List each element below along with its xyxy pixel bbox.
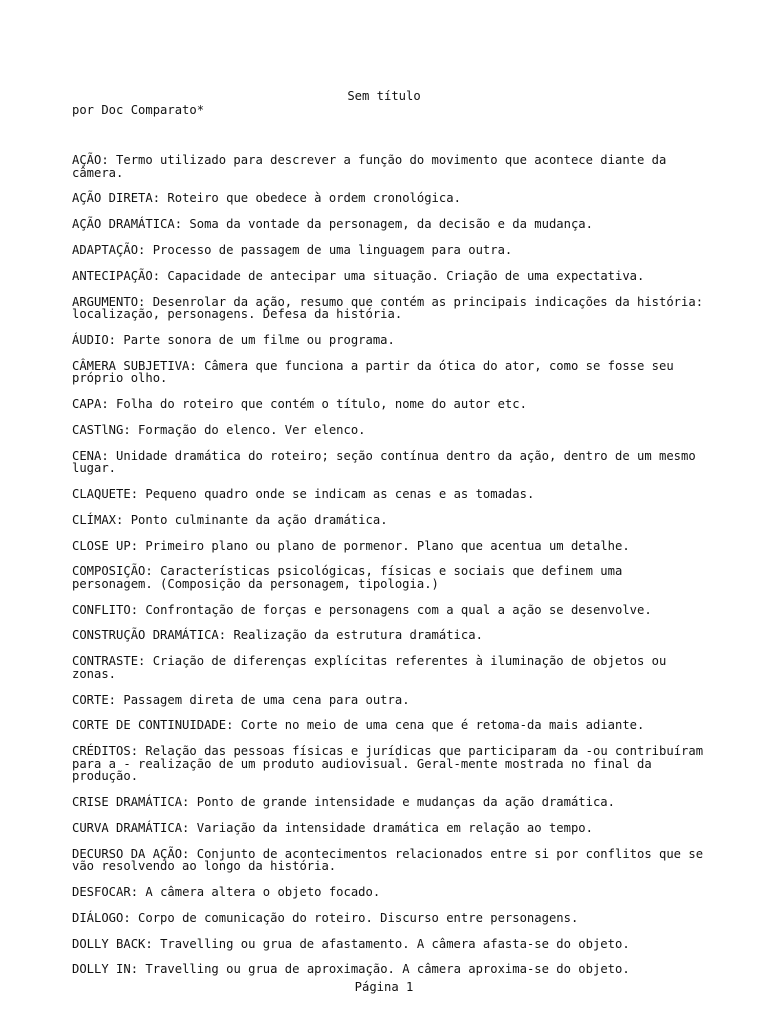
entry-term: CLÍMAX: (72, 512, 124, 527)
glossary-entry (72, 745, 708, 783)
entry-term: CLOSE UP: (72, 538, 139, 553)
glossary-entry (72, 886, 708, 899)
entry-term: CONSTRUÇÃO DRAMÁTICA: (72, 628, 227, 643)
entry-term: CORTE: (72, 692, 117, 707)
entry-definition: Ponto culminante da ação dramática. (130, 512, 388, 527)
glossary-entry (72, 192, 708, 205)
entry-term: CLAQUETE: (72, 486, 139, 501)
entry-term: CURVA DRAMÁTICA: (72, 820, 190, 835)
entry-definition: Unidade dramática do roteiro; seção contínua dentro da ação, dentro de um mesmo lugar. (72, 448, 696, 476)
entry-term: AÇÃO: (72, 153, 109, 167)
entry-definition: Processo de passagem de uma linguagem para outra. (152, 242, 513, 257)
entry-definition: Corte no meio de uma cena que é retoma-da mais adiante. (240, 718, 645, 733)
page-number: Página 1 (354, 980, 414, 994)
glossary-entry (72, 450, 708, 475)
entry-definition: Soma da vontade da personagem, da decisão e da mudança. (189, 217, 593, 232)
document-title: Sem título (347, 89, 421, 103)
document-author: por Doc Comparato* (72, 103, 205, 117)
entry-term: DOLLY IN: (72, 962, 139, 977)
entry-term: DESFOCAR: (72, 885, 139, 900)
entry-term: ANTECIPAÇÃO: (72, 268, 161, 283)
entry-definition: Folha do roteiro que contém o título, nome do autor etc. (116, 397, 527, 412)
entry-term: ÁUDIO: (72, 332, 117, 347)
entry-term: AÇÃO DRAMÁTICA: (72, 217, 183, 232)
glossary-entry (72, 848, 708, 873)
entry-term: CÂMERA SUBJETIVA: (72, 358, 197, 373)
entry-term: COMPOSIÇÃO: (72, 564, 153, 579)
entry-definition: Conjunto de acontecimentos relacionados entre si por conflitos que se vão resolvendo ao longo da história. (72, 846, 704, 874)
entry-term: ADAPTAÇÃO: (72, 242, 146, 257)
entry-definition: Confrontação de forças e personagens com a qual a ação se desenvolve. (145, 602, 652, 617)
entry-definition: Passagem direta de uma cena para outra. (123, 692, 410, 707)
glossary-entry (72, 604, 708, 617)
entry-definition: Travelling ou grua de afastamento. A câmera afasta-se do objeto. (160, 936, 630, 951)
glossary-entry (72, 398, 708, 411)
entry-definition: Realização da estrutura dramática. (233, 628, 483, 643)
entry-definition: Parte sonora de um filme ou programa. (123, 332, 395, 347)
entry-definition: Corpo de comunicação do roteiro. Discurso entre personagens. (138, 910, 579, 925)
glossary-entry (72, 360, 708, 385)
glossary-entry (72, 244, 708, 257)
glossary-entry (72, 719, 708, 732)
glossary-entry (72, 270, 708, 283)
entry-term: CRISE DRAMÁTICA: (72, 795, 190, 810)
glossary-list (72, 154, 708, 989)
entry-definition: Formação do elenco. Ver elenco. (138, 422, 366, 437)
entry-term: CENA: (72, 448, 109, 463)
glossary-entry (72, 963, 708, 976)
entry-definition: Características psicológicas, físicas e sociais que definem uma personagem. (Composição da personagem, tipologia.) (72, 564, 623, 591)
entry-definition: A câmera altera o objeto focado. (145, 885, 381, 900)
glossary-entry (72, 296, 708, 321)
glossary-entry (72, 694, 708, 707)
entry-definition: Termo utilizado para descrever a função do movimento que acontece diante da câmera. (72, 153, 667, 180)
entry-definition: Relação das pessoas físicas e jurídicas que participaram da -ou contribuíram para a - realização de um produto audiovisual. Geral-mente mostrada no final da produção. (72, 744, 704, 784)
glossary-entry (72, 629, 708, 642)
glossary-entry (72, 154, 708, 179)
glossary-entry (72, 938, 708, 951)
entry-definition: Ponto de grande intensidade e mudanças da ação dramática. (196, 795, 615, 810)
entry-definition: Variação da intensidade dramática em relação ao tempo. (196, 820, 593, 835)
glossary-entry (72, 912, 708, 925)
glossary-entry (72, 488, 708, 501)
entry-definition: Câmera que funciona a partir da ótica do ator, como se fosse seu próprio olho. (72, 358, 674, 386)
entry-definition: Desenrolar da ação, resumo que contém as principais indicações da história: localização, personagens. Defesa da história. (72, 294, 704, 322)
entry-term: CONFLITO: (72, 602, 139, 617)
entry-definition: Primeiro plano ou plano de pormenor. Plano que acentua um detalhe. (145, 538, 630, 553)
glossary-entry (72, 424, 708, 437)
glossary-entry (72, 655, 708, 680)
entry-term: CRÉDITOS: (72, 744, 139, 759)
entry-definition: Criação de diferenças explícitas referentes à iluminação de objetos ou zonas. (72, 654, 667, 681)
entry-term: CORTE DE CONTINUIDADE: (72, 718, 234, 733)
glossary-entry (72, 218, 708, 231)
glossary-entry (72, 334, 708, 347)
entry-term: CASTlNG: (72, 422, 131, 437)
glossary-entry (72, 514, 708, 527)
entry-term: DIÁLOGO: (72, 910, 131, 925)
entry-term: ARGUMENTO: (72, 294, 146, 309)
entry-term: CAPA: (72, 397, 109, 412)
entry-term: AÇÃO DIRETA: (72, 191, 161, 206)
glossary-entry (72, 540, 708, 553)
entry-definition: Roteiro que obedece à ordem cronológica. (167, 191, 461, 206)
entry-definition: Travelling ou grua de aproximação. A câmera aproxima-se do objeto. (145, 962, 630, 977)
glossary-entry (72, 565, 708, 590)
entry-term: DOLLY BACK: (72, 936, 153, 951)
glossary-entry (72, 796, 708, 809)
glossary-entry (72, 822, 708, 835)
entry-definition: Capacidade de antecipar uma situação. Criação de uma expectativa. (167, 268, 645, 283)
entry-definition: Pequeno quadro onde se indicam as cenas e as tomadas. (145, 486, 535, 501)
entry-term: DECURSO DA AÇÃO: (72, 846, 190, 861)
entry-term: CONTRASTE: (72, 654, 146, 669)
